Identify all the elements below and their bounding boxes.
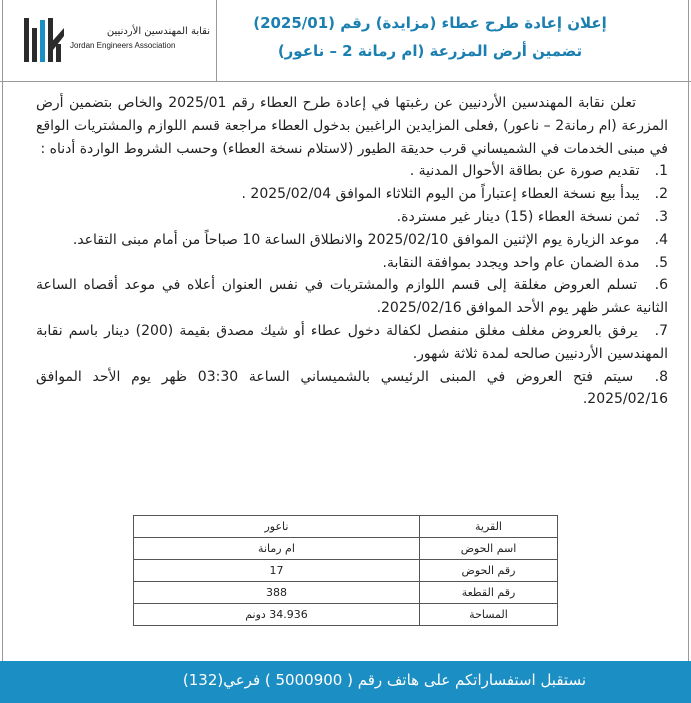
item-text: مدة الضمان عام واحد ويجدد بموافقة النقابة.	[382, 254, 640, 271]
item-text: يبدأ بيع نسخة العطاء إعتباراً من اليوم الثلاثاء الموافق 2025/02/04 .	[241, 186, 640, 203]
item-text: سيتم فتح العروض في المبنى الرئيسي بالشميساني الساعة 03:30 ظهر يوم الأحد الموافق 2025/02/16.	[36, 368, 668, 408]
table-key: رقم القطعة	[420, 582, 558, 604]
table-value: 388	[134, 582, 420, 604]
announcement-title: إعلان إعادة طرح عطاء (مزايدة) رقم (2025/01)	[253, 14, 607, 32]
table-row	[134, 538, 558, 560]
table-key: المساحة	[420, 604, 558, 626]
table-value: 17	[134, 560, 420, 582]
list-item	[36, 366, 668, 412]
table-key: اسم الحوض	[420, 538, 558, 560]
jea-logo-icon	[22, 14, 66, 66]
table-value: 34.936 دونم	[134, 604, 420, 626]
item-number: 2.	[654, 186, 668, 203]
item-number: 3.	[654, 208, 668, 225]
table-row	[134, 582, 558, 604]
list-item	[36, 206, 668, 229]
item-number: 8.	[654, 368, 668, 385]
table-row	[134, 604, 558, 626]
item-text: يرفق بالعروض مغلف مغلق منفصل لكفالة دخول عطاء أو شيك مصدق بقيمة (200) دينار باسم نقابة المهندسين الأردنيين صالحه لمدة ثلاثة شهور.	[36, 322, 668, 362]
table-value: ام رمانة	[134, 538, 420, 560]
table-value: ناعور	[134, 516, 420, 538]
item-number: 7.	[654, 322, 669, 339]
item-number: 4.	[654, 231, 668, 248]
list-item	[36, 160, 668, 183]
item-text: تقديم صورة عن بطاقة الأحوال المدنية .	[409, 163, 640, 180]
org-name-arabic: نقابة المهندسين الأردنيين	[106, 26, 210, 37]
item-text: تسلم العروض مغلقة إلى قسم اللوازم والمشتريات في نفس العنوان أعلاه في موعد أقصاه الساعة الثانية عشر ظهر يوم الأحد الموافق 2025/02/16.	[36, 277, 668, 317]
list-item	[36, 183, 668, 206]
list-item	[36, 274, 668, 320]
contact-text: نستقبل استفساراتكم على هاتف رقم ( 5000900 ) فرعي(132)	[182, 671, 586, 689]
header	[0, 0, 691, 82]
org-name-english: Jordan Engineers Association	[70, 41, 176, 50]
list-item	[36, 320, 668, 366]
table-key: رقم الحوض	[420, 560, 558, 582]
table-row	[134, 516, 558, 538]
item-text: موعد الزيارة يوم الإثنين الموافق 2025/02/10 والانطلاق الساعة 10 صباحاً من أمام مبنى التقاعد.	[72, 231, 640, 248]
land-details-table	[133, 515, 558, 626]
list-item	[36, 252, 668, 275]
item-number: 6.	[654, 277, 669, 294]
announcement-subtitle: تضمين أرض المزرعة (ام رمانة 2 – ناعور)	[277, 42, 583, 60]
item-number: 5.	[654, 254, 668, 271]
intro-paragraph: تعلن نقابة المهندسين الأردنيين عن رغبتها في إعادة طرح العطاء رقم 2025/01 والخاص بتضمين أرض المزرعة (ام رمانة2 – ناعور) ,فعلى المزايدين الراغبين بدخول العطاء مراجعة قسم اللوازم والمشتريات الواقع في مبنى الخدمات في الشميساني قرب حديقة الطيور (لاستلام نسخة العطاء) وحسب الشروط الواردة أدناه :	[36, 95, 668, 157]
item-text: ثمن نسخة العطاء (15) دينار غير مستردة.	[396, 208, 640, 225]
footer-banner	[0, 661, 691, 703]
item-number: 1.	[654, 163, 668, 180]
table-key: القرية	[420, 516, 558, 538]
conditions-list	[36, 160, 668, 411]
announcement-body	[36, 92, 668, 411]
table-row	[134, 560, 558, 582]
header-divider	[216, 0, 217, 82]
list-item	[36, 229, 668, 252]
logo	[22, 14, 212, 66]
